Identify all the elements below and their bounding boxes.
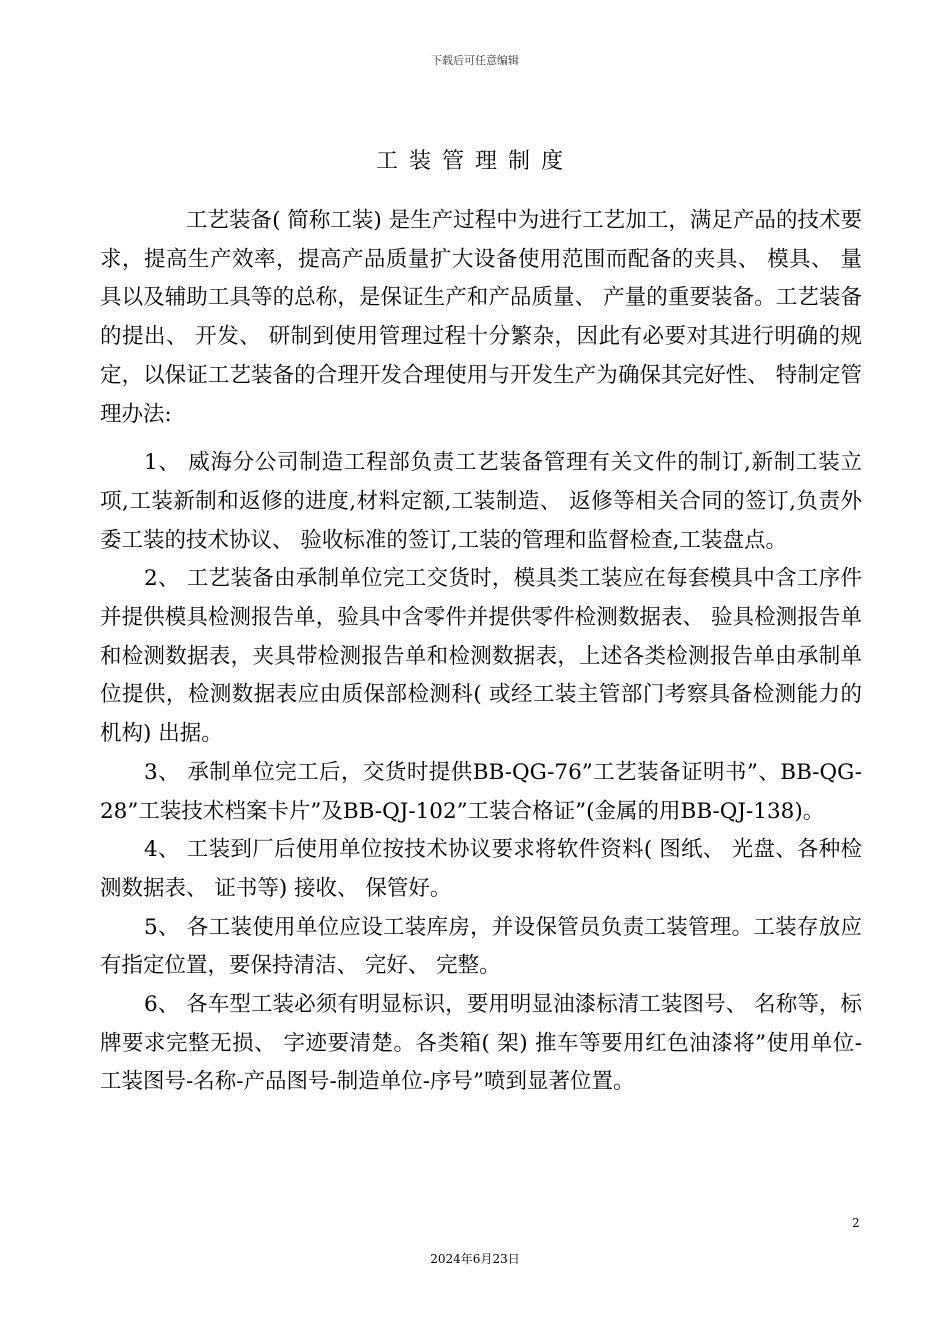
list-item: 4、 工装到厂后使用单位按技术协议要求将软件资料( 图纸、 光盘、各种检测数据表、 证书等) 接收、 保管好。	[100, 837, 862, 901]
document-title: 工装管理制度	[375, 149, 574, 174]
header-note: 下载后可任意编辑	[431, 54, 519, 67]
list-item: 1、 威海分公司制造工程部负责工艺装备管理有关文件的制订,新制工装立项,工装新制和返修的进度,材料定额,工装制造、 返修等相关合同的签订,负责外委工装的技术协议、 验收标准的签订,工装的管理和监督检查,工装盘点。	[100, 450, 862, 553]
footer-date: 2024年6月23日	[430, 1252, 520, 1266]
list-item: 2、 工艺装备由承制单位完工交货时，模具类工装应在每套模具中含工序件并提供模具检测报告单，验具中含零件并提供零件检测数据表、 验具检测报告单和检测数据表，夹具带检测报告单和检测数据表，上述各类检测报告单由承制单位提供，检测数据表应由质保部检测科( 或经工装主管部门考察具备检测能力的机构) 出据。	[100, 566, 862, 747]
document-body	[100, 202, 862, 1102]
page-number: 2	[852, 1216, 860, 1230]
intro-paragraph: 工艺装备( 简称工装) 是生产过程中为进行工艺加工，满足产品的技术要求，提高生产效率，提高产品质量扩大设备使用范围而配备的夹具、 模具、 量具以及辅助工具等的总称，是保证生产和产品质量、 产量的重要装备。工艺装备的提出、 开发、 研制到使用管理过程十分繁杂，因此有必要对其进行明确的规定，以保证工艺装备的合理开发合理使用与开发生产为确保其完好性、 特制定管理办法:	[100, 208, 862, 427]
list-item: 6、 各车型工装必须有明显标识，要用明显油漆标清工装图号、 名称等，标牌要求完整无损、 字迹要清楚。各类箱( 架) 推车等要用红色油漆将”使用单位-工装图号-名称-产品图号-制造单位-序号”喷到显著位置。	[100, 992, 862, 1095]
list-item: 5、 各工装使用单位应设工装库房，并设保管员负责工装管理。工装存放应有指定位置，要保持清洁、 完好、 完整。	[100, 914, 862, 979]
list-item: 3、 承制单位完工后，交货时提供BB-QG-76”工艺装备证明书”、BB-QG-28”工装技术档案卡片”及BB-QJ-102”工装合格证”(金属的用BB-QJ-138)。	[100, 759, 862, 824]
